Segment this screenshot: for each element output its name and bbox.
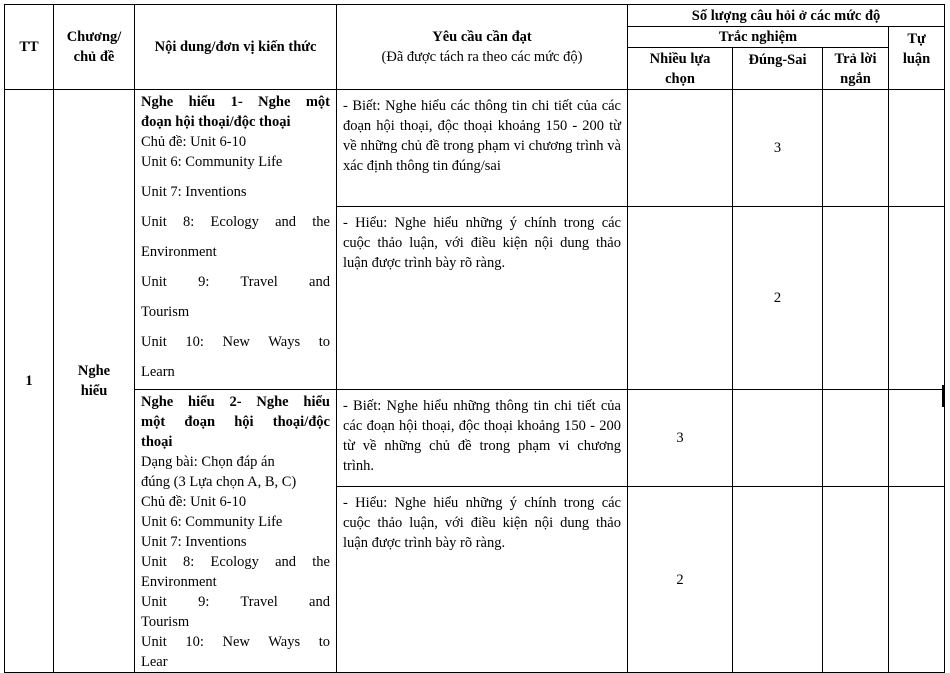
header-short-answer [823, 48, 889, 90]
block1-unit8-a: Unit 8: Ecology and the [141, 214, 330, 230]
test-matrix-table [4, 4, 945, 673]
block1-know-essay-cell [889, 90, 945, 207]
block1-understand-true-false-count: 2 [733, 207, 823, 390]
block2-know-essay-cell [889, 390, 945, 487]
block2-unit7: Unit 7: Inventions [141, 534, 247, 550]
block1-unit9-b: Tourism [141, 304, 190, 320]
block1-know-true-false-count: 3 [733, 90, 823, 207]
block1-unit10-a: Unit 10: New Ways to [141, 334, 330, 350]
block1-unit7: Unit 7: Inventions [141, 184, 247, 200]
text-cursor [942, 385, 944, 407]
block2-know-true-false-cell [733, 390, 823, 487]
block1-unit10-b: Learn [141, 364, 175, 380]
header-short-line2: ngắn [840, 70, 871, 87]
block2-unit9-a: Unit 9: Travel and [141, 594, 330, 610]
section-topic-line1: Nghe [77, 363, 111, 379]
block1-unit6: Unit 6: Community Life [141, 154, 283, 170]
block2-format-a: Dạng bài: Chọn đáp án [141, 454, 275, 470]
header-requirement-sub: (Đã được tách ra theo các mức độ) [381, 49, 583, 65]
block2-unit6: Unit 6: Community Life [141, 514, 283, 530]
header-tt: TT [5, 5, 54, 90]
header-requirement [337, 5, 628, 90]
block1-content [135, 90, 337, 390]
block2-understand-true-false-cell [733, 487, 823, 673]
header-true-false: Đúng-Sai [733, 48, 823, 90]
block2-unit8-b: Environment [141, 574, 217, 590]
header-chapter-line1: Chương/ [66, 29, 122, 45]
block1-understand-mcq-cell [628, 207, 733, 390]
block2-understand-essay-cell [889, 487, 945, 673]
block1-unit9-a: Unit 9: Travel and [141, 274, 330, 290]
section-number: 1 [5, 90, 54, 673]
block2-unit9-b: Tourism [141, 614, 190, 630]
block2-req-know: - Biết: Nghe hiểu những thông tin chi tiết của các đoạn hội thoại, độc thoại khoảng 150 - 200 từ về những chủ đề trong phạm vi chương trình. [337, 390, 628, 487]
header-essay-line2: luận [902, 51, 931, 67]
block2-know-short-cell [823, 390, 889, 487]
block2-format-b: đúng (3 Lựa chọn A, B, C) [141, 474, 297, 490]
block2-title-line1: Nghe hiểu 2- Nghe hiểu [141, 394, 330, 410]
block2-know-mcq-count: 3 [628, 390, 733, 487]
section-topic [54, 90, 135, 673]
block2-title-line3: thoại [141, 434, 173, 450]
header-multiple-choice-group: Trắc nghiệm [628, 27, 889, 48]
block2-topic: Chủ đề: Unit 6-10 [141, 494, 247, 510]
block1-know-mcq-cell [628, 90, 733, 207]
block2-unit10-b: Lear [141, 654, 168, 670]
block1-req-know: - Biết: Nghe hiểu các thông tin chi tiết của các đoạn hội thoại, độc thoại khoảng 150 - 200 từ về những chủ đề trong phạm vi chương trình và xác định thông tin đúng/sai [337, 90, 628, 207]
block1-unit8-b: Environment [141, 244, 217, 260]
header-content-unit: Nội dung/đơn vị kiến thức [135, 5, 337, 90]
block1-understand-short-cell [823, 207, 889, 390]
header-chapter-line2: chủ đề [73, 49, 115, 65]
block1-req-understand: - Hiểu: Nghe hiểu những ý chính trong các cuộc thảo luận, với điều kiện nội dung thảo luận được trình bày rõ ràng. [337, 207, 628, 390]
block1-understand-essay-cell [889, 207, 945, 390]
header-levels: Số lượng câu hỏi ở các mức độ [628, 5, 945, 27]
block2-unit10-a: Unit 10: New Ways to [141, 634, 330, 650]
block1-title-line1: Nghe hiểu 1- Nghe một [141, 94, 330, 110]
block1-topic: Chủ đề: Unit 6-10 [141, 134, 247, 150]
block1-know-short-cell [823, 90, 889, 207]
header-mcq-line2: chọn [665, 70, 695, 87]
block1-title-line2: đoạn hội thoại/độc thoại [141, 114, 291, 130]
block2-title-line2: một đoạn hội thoại/độc [141, 414, 330, 430]
section-topic-line2: hiểu [80, 383, 108, 399]
header-mcq-line1: Nhiều lựa [649, 50, 711, 67]
block2-content [135, 390, 337, 673]
header-chapter [54, 5, 135, 90]
block2-unit8-a: Unit 8: Ecology and the [141, 554, 330, 570]
block2-understand-short-cell [823, 487, 889, 673]
header-essay [889, 27, 945, 90]
header-essay-line1: Tự [907, 31, 926, 47]
block2-understand-mcq-count: 2 [628, 487, 733, 673]
header-short-line1: Trả lời [834, 50, 877, 67]
block2-req-understand: - Hiểu: Nghe hiểu những ý chính trong các cuộc thảo luận, với điều kiện nội dung thảo luận được trình bày rõ ràng. [337, 487, 628, 673]
header-mcq [628, 48, 733, 90]
header-requirement-title: Yêu cầu cần đạt [432, 29, 532, 45]
